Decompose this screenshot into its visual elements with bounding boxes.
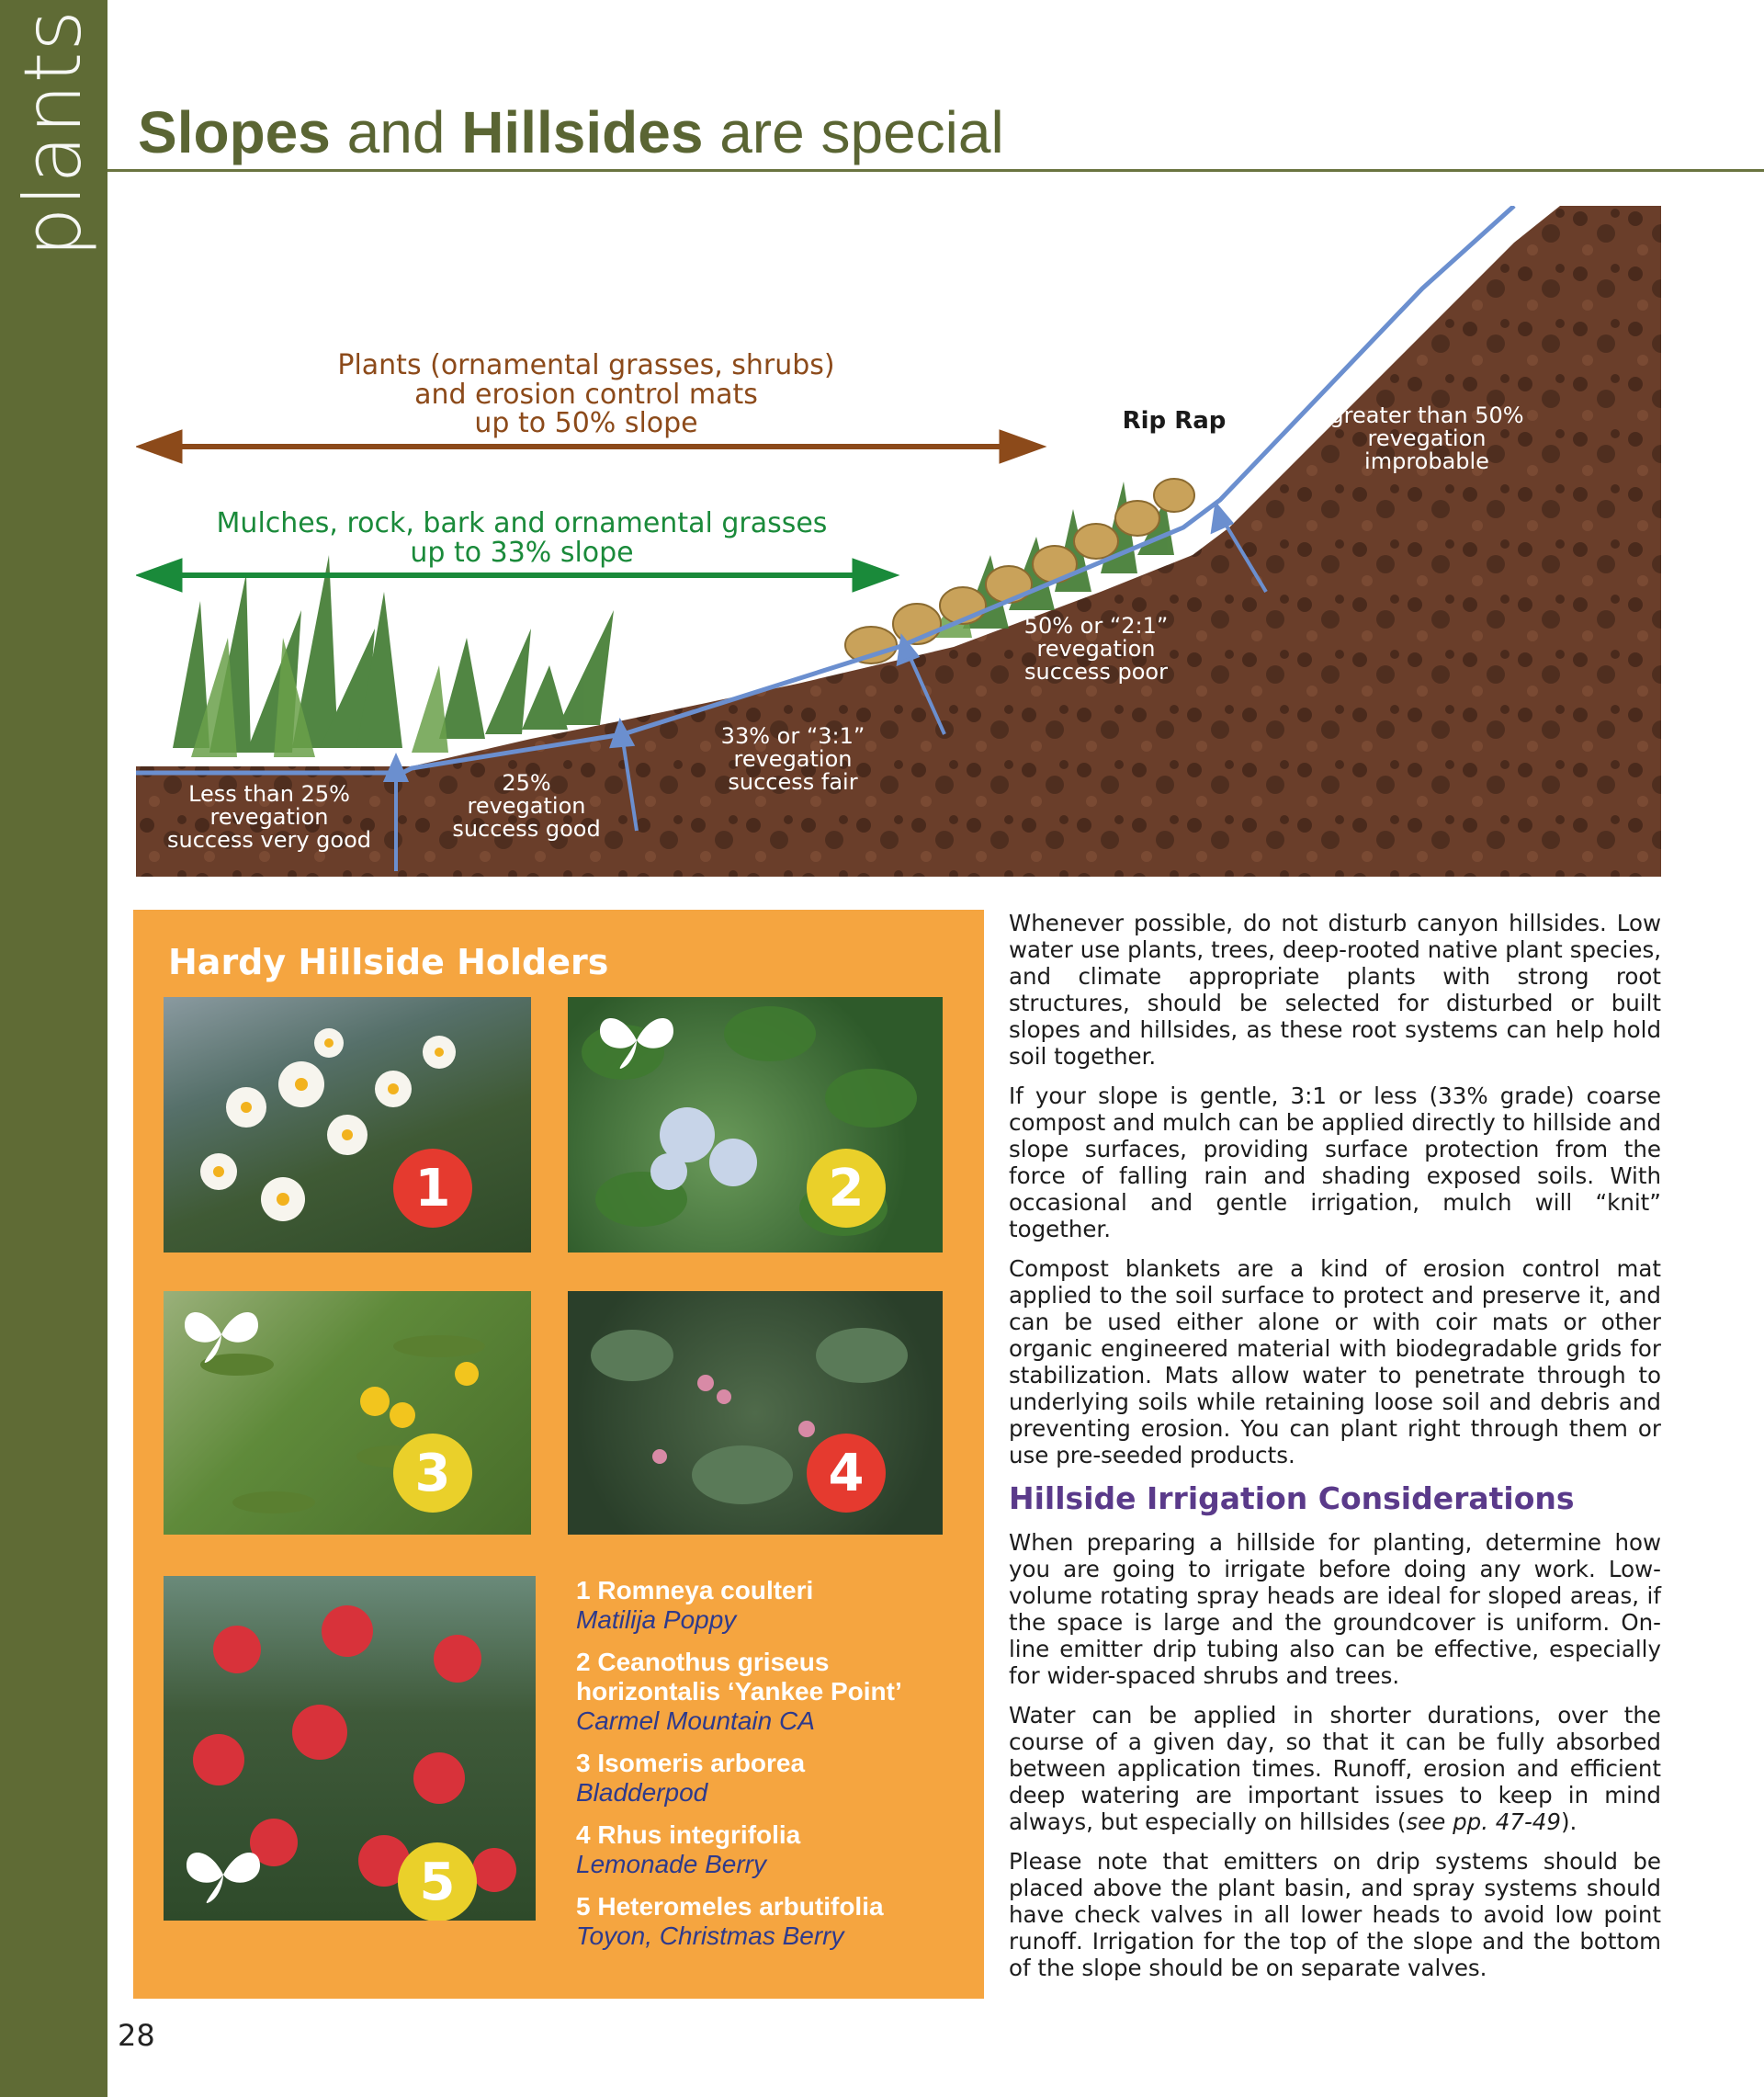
gt50-line1: greater than 50%	[1329, 402, 1524, 428]
legend-item-3	[576, 1749, 971, 1808]
butterfly-icon	[180, 1302, 263, 1366]
s50-line3: success poor	[1024, 659, 1168, 686]
paragraph-4: When preparing a hillside for planting, determine how you are going to irrigate before doing any work. Low-volume rotating spray heads are ideal for sloped areas, if the space is large and the groundcover is uniform. On-line emitter drip tubing also can be effective, especially for wider-spaced shrubs and trees.	[1009, 1529, 1661, 1689]
paragraph-5-end: ).	[1560, 1808, 1577, 1835]
plant-photo-3	[164, 1291, 531, 1535]
s50-line2: revegation	[1036, 636, 1156, 663]
title-word-slopes: Slopes	[138, 99, 331, 165]
mulch-label-line1: Mulches, rock, bark and ornamental grasses	[216, 507, 828, 539]
legend-botanical-name: 4 Rhus integrifolia	[576, 1820, 801, 1849]
paragraph-3: Compost blankets are a kind of erosion control mat applied to the soil surface to protect and preserve it, and can be used either alone or with coir mats or other organic engineered material with biodegradable grids for stabilization. Mats allow water to penetrate through to underlying soils while retaining loose soil and debris and preventing erosion. You can plant right through them or use pre-seeded products.	[1009, 1255, 1661, 1468]
mulch-label-line2: up to 33% slope	[410, 536, 634, 569]
legend-item-2	[576, 1648, 971, 1736]
badge-1: 1	[393, 1149, 472, 1228]
legend-botanical-name-cont: horizontalis ‘Yankee Point’	[576, 1677, 902, 1706]
title-divider	[107, 169, 1764, 172]
badge-3: 3	[393, 1434, 472, 1513]
body-text-column	[1009, 910, 1661, 1994]
matilija-poppy-image	[164, 997, 531, 1253]
legend-common-name: Toyon, Christmas Berry	[576, 1921, 844, 1950]
legend-item-5	[576, 1892, 971, 1951]
plants-label-line3: up to 50% slope	[474, 407, 698, 439]
s33-line3: success fair	[728, 769, 858, 796]
legend-common-name: Lemonade Berry	[576, 1850, 767, 1878]
legend-botanical-name: 3 Isomeris arborea	[576, 1749, 806, 1777]
plants-label-line1: Plants (ornamental grasses, shrubs)	[337, 349, 835, 381]
legend-item-1	[576, 1576, 971, 1635]
slope-lt25-label	[154, 783, 384, 853]
title-word-hillsides: Hillsides	[461, 99, 704, 165]
page-reference: see pp. 47-49	[1406, 1808, 1561, 1835]
page-title	[138, 99, 1004, 165]
mulch-range-label	[182, 509, 862, 567]
paragraph-6: Please note that emitters on drip systems should be placed above the plant basin, and spray systems should have check valves in all lower heads to avoid low point runoff. Irrigation for the top of the slope and the bottom of the slope should be on separate valves.	[1009, 1848, 1661, 1981]
slope-50-label	[1000, 615, 1193, 685]
s33-line1: 33% or “3:1”	[720, 723, 865, 749]
lt25-line2: revegation	[209, 804, 329, 831]
s25-line2: revegation	[467, 793, 586, 820]
gt50-line2: revegation	[1367, 425, 1487, 452]
paragraph-5	[1009, 1702, 1661, 1835]
title-word-special: are special	[703, 99, 1004, 165]
gt50-line3: improbable	[1364, 448, 1489, 475]
s25-line1: 25%	[502, 770, 551, 796]
plant-photo-2	[568, 997, 943, 1253]
slope-diagram	[136, 206, 1661, 877]
badge-4: 4	[807, 1434, 886, 1513]
s25-line3: success good	[452, 816, 601, 843]
lt25-line3: success very good	[166, 827, 371, 854]
legend-botanical-name: 1 Romneya coulteri	[576, 1576, 814, 1604]
legend-common-name: Carmel Mountain CA	[576, 1706, 815, 1735]
legend-common-name: Bladderpod	[576, 1778, 708, 1807]
legend-botanical-name: 2 Ceanothus griseus	[576, 1648, 830, 1676]
s33-line2: revegation	[733, 746, 853, 773]
plant-photo-5	[164, 1576, 536, 1921]
plant-photo-4	[568, 1291, 943, 1535]
legend-common-name: Matilija Poppy	[576, 1605, 737, 1634]
section-sidebar	[0, 0, 107, 2097]
plant-photo-1	[164, 997, 531, 1253]
plant-legend	[576, 1576, 971, 1964]
slope-33-label	[696, 725, 889, 795]
paragraph-2: If your slope is gentle, 3:1 or less (33% grade) coarse compost and mulch can be applied directly to hillside and slope surfaces, providing surface protection from the force of falling rain and shading exposed soils. With occasional and gentle irrigation, mulch will “knit” together.	[1009, 1083, 1661, 1242]
paragraph-5-text: Water can be applied in shorter durations, over the course of a given day, so that it can be fully absorbed between application times. Runoff, erosion and efficient deep watering are important issues to keep in mind always, but especially on hillsides (	[1009, 1702, 1661, 1835]
badge-5: 5	[398, 1842, 477, 1921]
lemonade-berry-image	[568, 1291, 943, 1535]
legend-botanical-name: 5 Heteromeles arbutifolia	[576, 1892, 884, 1921]
lt25-line1: Less than 25%	[188, 781, 350, 807]
holders-title: Hardy Hillside Holders	[168, 942, 609, 982]
butterfly-icon	[595, 1008, 678, 1072]
hardy-hillside-holders-box	[133, 910, 984, 1999]
badge-2: 2	[807, 1149, 886, 1228]
rip-rap-label: Rip Rap	[1122, 407, 1227, 435]
plants-label-line2: and erosion control mats	[414, 378, 758, 411]
section-label: plants	[7, 8, 99, 258]
paragraph-1: Whenever possible, do not disturb canyon hillsides. Low water use plants, trees, deep-rooted native plant species, and climate appropriate plants with strong root structures, should be selected for disturbed or built slopes and hillsides, as these root systems can help hold soil together.	[1009, 910, 1661, 1070]
slope-25-label	[430, 772, 623, 842]
plants-range-label	[265, 351, 908, 438]
slope-gt50-label	[1312, 404, 1542, 474]
page-number: 28	[118, 2018, 155, 2053]
s50-line1: 50% or “2:1”	[1023, 613, 1169, 639]
butterfly-icon	[182, 1842, 265, 1907]
irrigation-heading: Hillside Irrigation Considerations	[1009, 1480, 1575, 1516]
title-word-and: and	[330, 99, 462, 165]
legend-item-4	[576, 1820, 971, 1879]
